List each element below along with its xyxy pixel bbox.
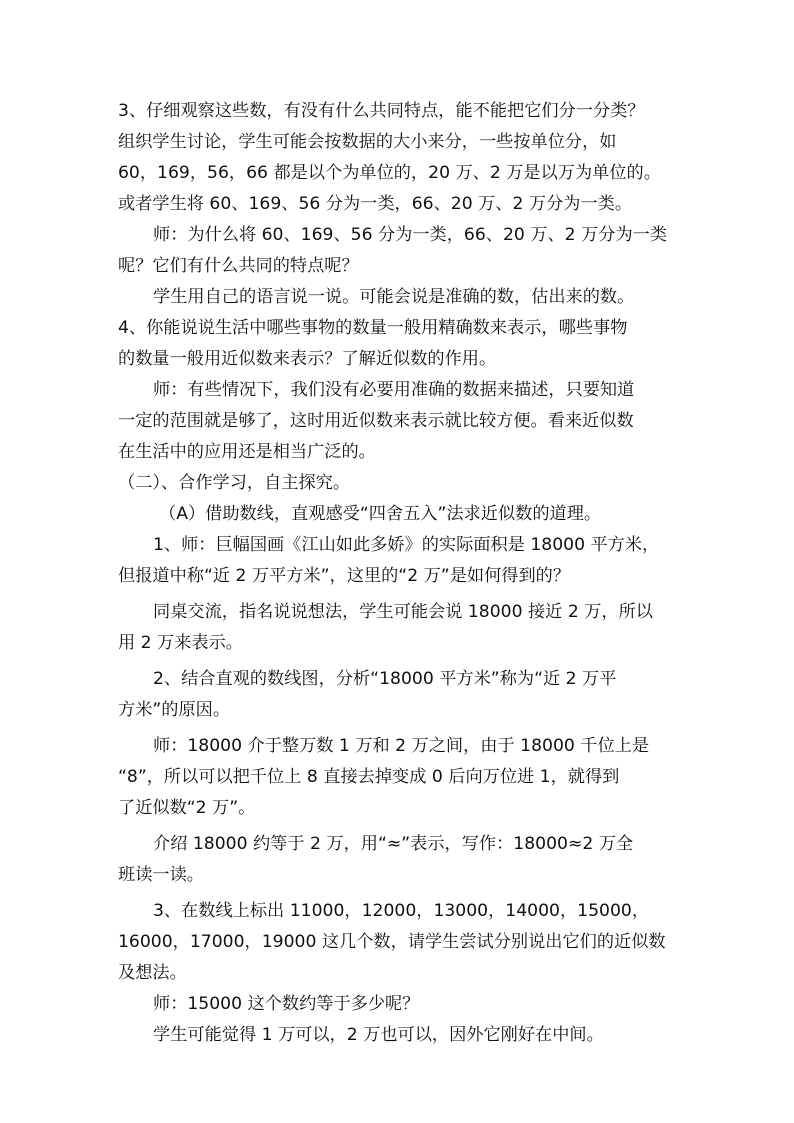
paragraph-line: 3、仔细观察这些数，有没有什么共同特点，能不能把它们分一分类？: [118, 101, 645, 121]
paragraph-line: 师：有些情况下，我们没有必要用准确的数据来描述，只要知道: [153, 380, 635, 400]
paragraph-line: 师：18000 介于整万数 1 万和 2 万之间，由于 18000 千位上是: [153, 736, 650, 756]
paragraph-line: 4、你能说说生活中哪些事物的数量一般用精确数来表示，哪些事物: [118, 318, 628, 338]
subsection-heading: （A）借助数线，直观感受“四舍五入”法求近似数的道理。: [159, 504, 602, 524]
paragraph-line: 但报道中称“近 2 万平方米”，这里的“2 万”是如何得到的？: [118, 566, 571, 586]
paragraph-line: 学生可能觉得 1 万可以，2 万也可以，因外它刚好在中间。: [153, 1025, 604, 1045]
paragraph-line: 2、结合直观的数线图，分析“18000 平方米”称为“近 2 万平: [153, 669, 617, 689]
paragraph-line: 班读一读。: [118, 865, 204, 885]
paragraph-line: 组织学生讨论，学生可能会按数据的大小来分，一些按单位分，如: [118, 132, 617, 152]
paragraph-line: 师：15000 这个数约等于多少呢？: [153, 994, 420, 1014]
paragraph-line: 方米”的原因。: [118, 700, 231, 720]
section-heading: （二）、合作学习，自主探究。: [118, 473, 351, 493]
document-body: [118, 96, 678, 1051]
paragraph-line: 的数量一般用近似数来表示？了解近似数的作用。: [118, 349, 497, 369]
paragraph-line: 3、在数线上标出 11000，12000，13000，14000，15000，: [153, 901, 650, 921]
paragraph-line: 介绍 18000 约等于 2 万，用“≈”表示，写作：18000≈2 万全: [153, 834, 634, 854]
paragraph-line: 师：为什么将 60、169、56 分为一类，66、20 万、2 万分为一类: [153, 225, 668, 245]
paragraph-line: 一定的范围就是够了，这时用近似数来表示就比较方便。看来近似数: [118, 411, 634, 431]
paragraph-line: 同桌交流，指名说说想法，学生可能会说 18000 接近 2 万，所以: [153, 602, 653, 622]
paragraph-line: 了近似数“2 万”。: [118, 798, 256, 818]
paragraph-line: 或者学生将 60、169、56 分为一类，66、20 万、2 万分为一类。: [118, 194, 633, 214]
paragraph-line: 16000，17000，19000 这几个数，请学生尝试分别说出它们的近似数: [118, 932, 666, 952]
paragraph-line: 学生用自己的语言说一说。可能会说是准确的数，估出来的数。: [153, 287, 635, 307]
paragraph-line: 1、师：巨幅国画《江山如此多娇》的实际面积是 18000 平方米，: [153, 535, 660, 555]
paragraph-line: 60，169，56，66 都是以个为单位的，20 万、2 万是以万为单位的。: [118, 163, 661, 183]
paragraph-line: 呢？它们有什么共同的特点呢？: [118, 256, 359, 276]
paragraph-line: “8”，所以可以把千位上 8 直接去掉变成 0 后向万位进 1，就得到: [118, 767, 620, 787]
paragraph-line: 用 2 万来表示。: [118, 633, 243, 653]
paragraph-line: 在生活中的应用还是相当广泛的。: [118, 442, 376, 462]
paragraph-line: 及想法。: [118, 963, 187, 983]
